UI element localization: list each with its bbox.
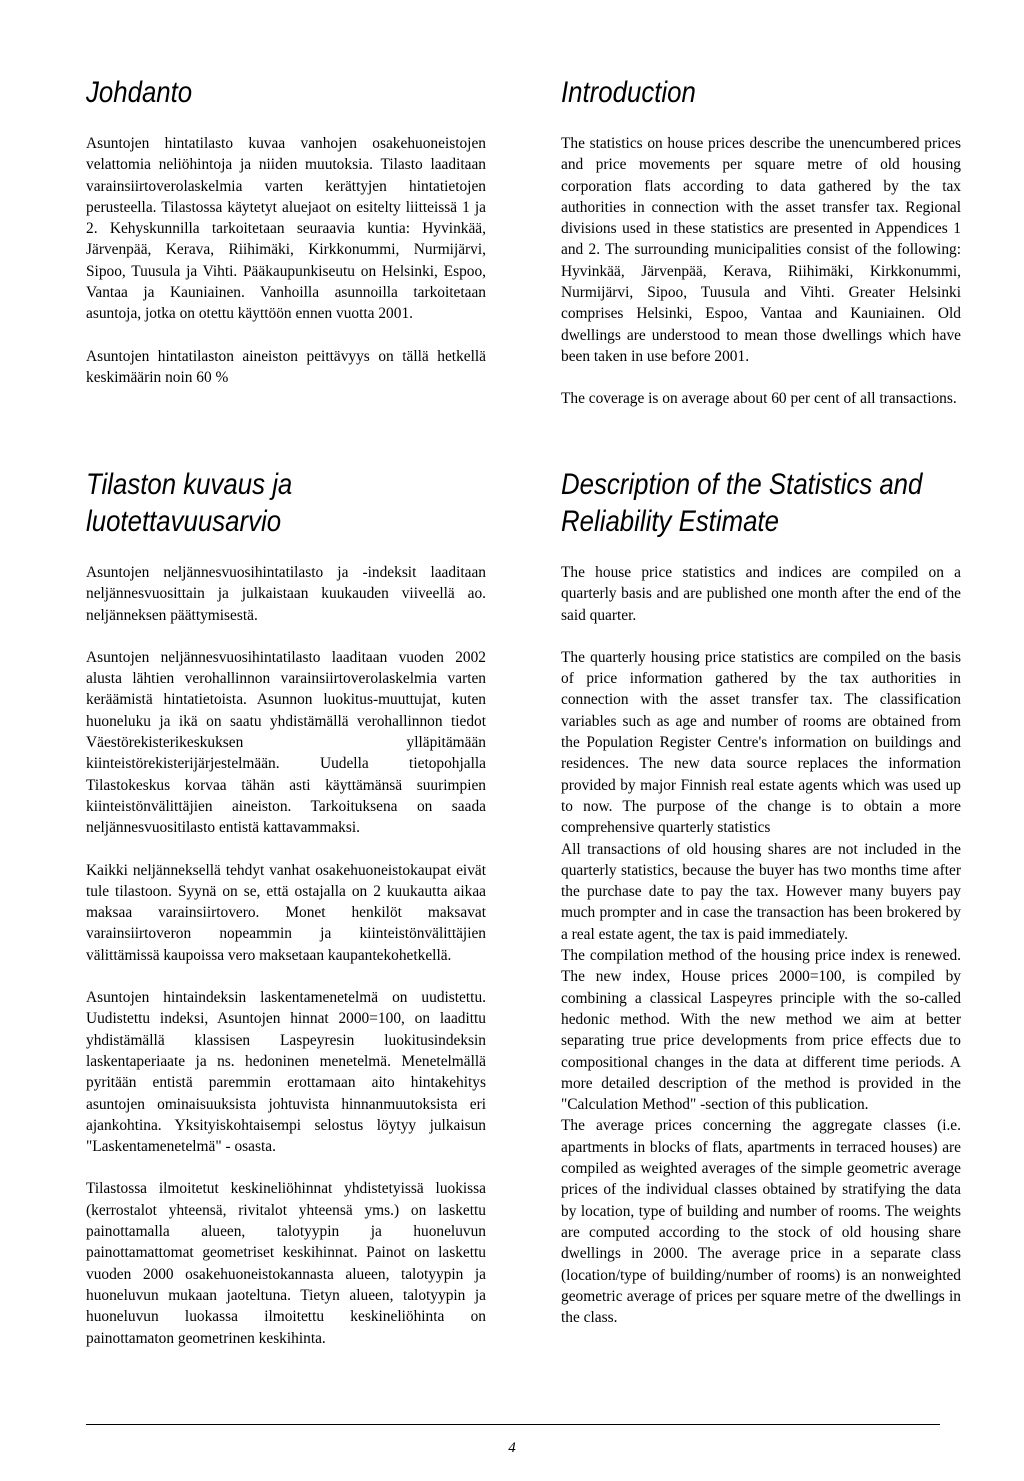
- description-paragraph: The average prices concerning the aggregate classes (i.e. apartments in blocks of flats, apartments in terraced houses) are compiled as weighted averages of the simple geometric average prices of the individual classes obtained by stratifying the data by location, type of building and number of rooms. The weights are computed according to the stock of old housing share dwellings in 2000. The average price in a separate class (location/type of building/number of rooms) is an nonweighted geometric average of prices per square metre of the dwellings in the class.: [561, 1117, 961, 1327]
- tilaston-kuvaus-paragraph: Asuntojen neljännesvuosihintatilasto laaditaan vuoden 2002 alusta lähtien verohallinnon varainsiirtoverolaskelmia varten keräämistä hintatietoista. Asunnon luokitus-muuttujat, kuten huoneluku ja ikä on saatu yhdistämällä verohallinnon tiedot Väestörekisterikeskuksen ylläpitämään kiinteistörekisterijärjestelmään. Uudella tietopohjalla Tilastokeskus korvaa tähän asti käyttämänsä suurimpien kiinteistönvälittäjien aineiston. Tarkoituksena on saada neljännesvuositilasto entistä kattavammaksi.: [86, 648, 486, 837]
- description-paragraph: The compilation method of the housing price index is renewed. The new index, House prices 2000=100, is compiled by combining a classical Laspeyres principle with the so-called hedonic method. With the new method we aim at better separating true price developments from price effects due to compositional changes in the data at different time periods. A more detailed description of the method is provided in the "Calculation Method" -section of this publication.: [561, 947, 961, 1114]
- introduction-section: [561, 74, 961, 410]
- heading-line: Reliability Estimate: [561, 505, 779, 538]
- introduction-paragraph: The statistics on house prices describe the unencumbered prices and price movements per square metre of old housing corporation flats according to data gathered by the tax authorities in connection with the asset transfer tax. Regional divisions used in these statistics are presented in Appendices 1 and 2. The surrounding municipalities consist of the following: Hyvinkää, Järvenpää, Kerava, Riihimäki, Kirkkonummi, Nurmijärvi, Sipoo, Tuusula and Vihti. Greater Helsinki comprises Helsinki, Espoo, Vantaa and Kauniainen. Old dwellings are understood to mean those dwellings which have been taken in use before 2001.: [561, 135, 961, 365]
- johdanto-heading: Johdanto: [86, 76, 193, 109]
- footer-divider: [86, 1424, 940, 1425]
- tilaston-kuvaus-paragraph: Kaikki neljänneksellä tehdyt vanhat osakehuoneistokaupat eivät tule tilastoon. Syynä on se, että ostajalla on 2 kuukautta aikaa maksaa varainsiirtovero. Monet henkilöt maksavat varainsiirtoveron nopeammin ja kiinteistönvälittäjien välittämissä kaupoissa vero maksetaan kaupantekohetkellä.: [86, 861, 486, 964]
- heading-line: Tilaston kuvaus ja: [86, 468, 293, 501]
- johdanto-paragraph: Asuntojen hintatilasto kuvaa vanhojen osakehuoneistojen velattomia neliöhintoja ja niiden muutoksia. Tilasto laaditaan varainsiirtoverolaskelmia varten kerättyjen hintatietojen perusteella. Tilastossa käytetyt aluejaot on esitelty liitteissä 1 ja 2. Kehyskunnilla tarkoitetaan seuraavia kuntia: Hyvinkää, Järvenpää, Kerava, Riihimäki, Kirkkonummi, Nurmijärvi, Sipoo, Tuusula ja Vihti. Pääkaupunkiseutu on Helsinki, Espoo, Vantaa ja Kauniainen. Vanhoilla asunnoilla tarkoitetaan asuntoja, jotka on otettu käyttöön ennen vuotta 2001.: [86, 135, 486, 323]
- introduction-heading: Introduction: [561, 76, 696, 109]
- johdanto-paragraph: Asuntojen hintatilaston aineiston peittävyys on tällä hetkellä keskimäärin noin 60 %: [86, 347, 486, 386]
- description-heading: [561, 466, 923, 540]
- tilaston-kuvaus-paragraph: Asuntojen neljännesvuosihintatilasto ja -indeksit laaditaan neljännesvuosittain ja julkaistaan kuukauden viiveellä ao. neljänneksen päättymisestä.: [86, 564, 486, 624]
- description-paragraph: The quarterly housing price statistics are compiled on the basis of price information gathered by the tax authorities in connection with the asset transfer tax. The classification variables such as age and number of rooms are obtained from the Population Register Centre's information on buildings and residences. The new data source replaces the information provided by major Finnish real estate agents which was used up to now. The purpose of the change is to obtain a more comprehensive quarterly statistics: [561, 648, 961, 837]
- introduction-paragraph: The coverage is on average about 60 per cent of all transactions.: [561, 390, 957, 408]
- heading-line: Description of the Statistics and: [561, 468, 923, 501]
- johdanto-section: [86, 74, 486, 388]
- heading-line: luotettavuusarvio: [86, 505, 282, 538]
- page-number: 4: [508, 1440, 516, 1456]
- description-section: [561, 466, 961, 1328]
- tilaston-kuvaus-section: [86, 466, 486, 1349]
- description-paragraph: All transactions of old housing shares are not included in the quarterly statistics, because the buyer has two months time after the purchase date to pay the tax. However many buyers pay much prompter and in case the transaction has been brokered by a real estate agent, the tax is paid immediately.: [561, 840, 961, 943]
- description-paragraph: The house price statistics and indices are compiled on a quarterly basis and are published one month after the end of the said quarter.: [561, 564, 961, 624]
- tilaston-kuvaus-paragraph: Tilastossa ilmoitetut keskineliöhinnat yhdistetyissä luokissa (kerrostalot yhteensä, rivitalot yhteensä yms.) on laskettu painottamalla alueen, talotyypin ja huoneluvun painottamattomat geometriset keskihinnat. Painot on laskettu vuoden 2000 osakehuoneistokannasta alueen, talotyypin ja huoneluvun mukaan jaoteltuna. Tietyn alueen, talotyypin ja huoneluvun luokassa ilmoitettu keskineliöhinta on painottamaton geometrinen keskihinta.: [86, 1180, 486, 1347]
- tilaston-kuvaus-heading: [86, 466, 430, 540]
- tilaston-kuvaus-paragraph: Asuntojen hintaindeksin laskentamenetelmä on uudistettu. Uudistettu indeksi, Asuntojen hinnat 2000=100, on laadittu yhdistämällä klassisen Laspeyresin luokitusindeksin laskentaperiaate ja ns. hedoninen menetelmä. Menetelmällä pyritään entistä paremmin erottamaan aito hintakehitys asuntojen ominaisuuksista johtuvista hinnanmuutoksista eri ajankohtina. Yksityiskohtaisempi selostus löytyy julkaisun "Laskentamenetelmä" - osasta.: [86, 989, 486, 1156]
